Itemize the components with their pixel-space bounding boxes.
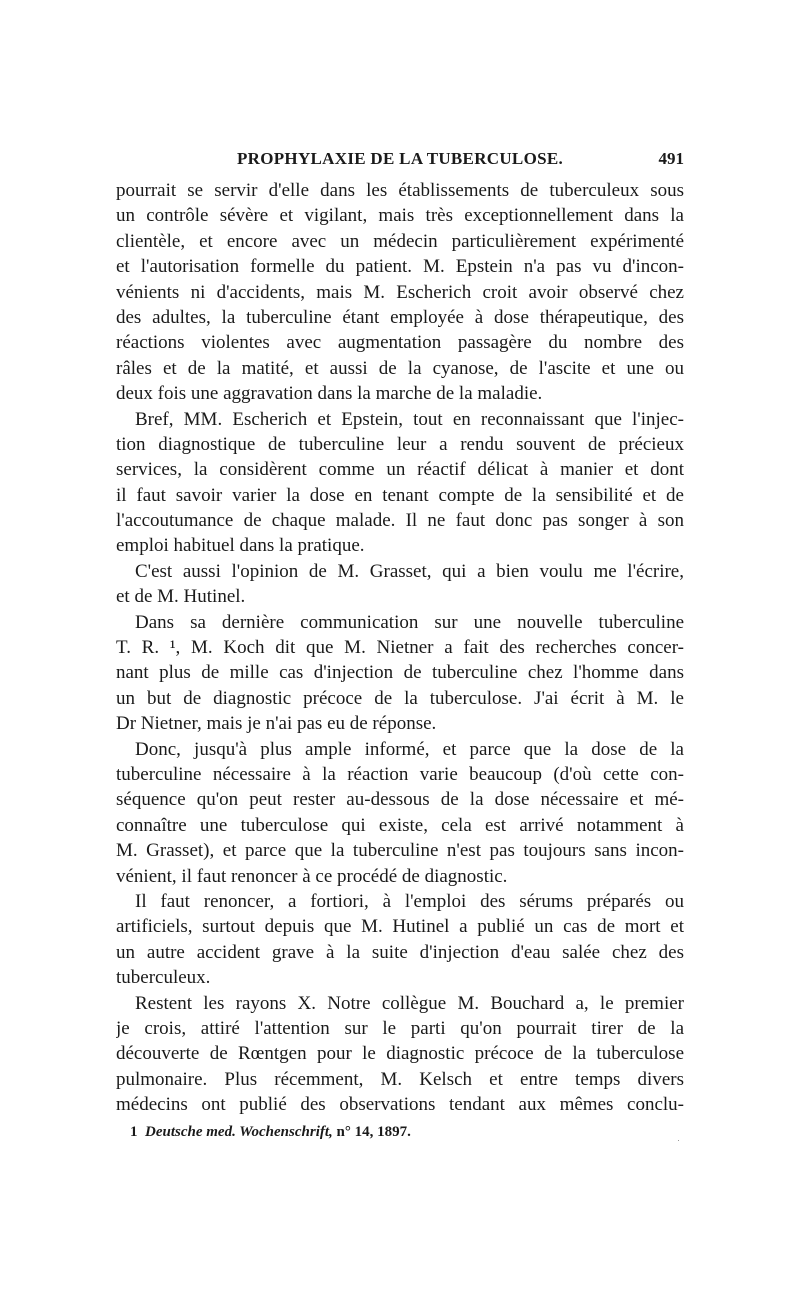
page-header — [116, 149, 684, 175]
text-line: Dr Nietner, mais je n'ai pas eu de réponse. — [116, 713, 437, 735]
text-line: râles et de la matité, et aussi de la cyanose, de l'ascite et une ou — [116, 357, 684, 379]
text-line: médecins ont publié des observations tendant aux mêmes conclu- — [116, 1094, 684, 1116]
text-line: Donc, jusqu'à plus ample informé, et parce que la dose de la — [135, 738, 684, 760]
footnote — [130, 1124, 411, 1141]
text-line: artificiels, surtout depuis que M. Hutinel a publié un cas de mort et — [116, 916, 684, 938]
text-line: C'est aussi l'opinion de M. Grasset, qui a bien voulu me l'écrire, — [135, 560, 684, 582]
text-line: tuberculeux. — [116, 967, 211, 989]
text-line: séquence qu'on peut rester au-dessous de la dose nécessaire et mé- — [116, 789, 684, 811]
text-line: Il faut renoncer, a fortiori, à l'emploi des sérums préparés ou — [135, 890, 684, 912]
text-line: services, la considèrent comme un réactif délicat à manier et dont — [116, 459, 684, 481]
text-line: découverte de Rœntgen pour le diagnostic précoce de la tuberculose — [116, 1043, 684, 1065]
text-line: tion diagnostique de tuberculine leur a rendu souvent de précieux — [116, 433, 684, 455]
text-line: un contrôle sévère et vigilant, mais très exceptionnellement dans la — [116, 205, 684, 227]
text-line: vénients ni d'accidents, mais M. Escherich croit avoir observé chez — [116, 281, 684, 303]
text-line: tuberculine nécessaire à la réaction varie beaucoup (d'où cette con- — [116, 763, 684, 785]
text-line: emploi habituel dans la pratique. — [116, 535, 365, 557]
text-line: et l'autorisation formelle du patient. M. Epstein n'a pas vu d'incon- — [116, 256, 684, 278]
text-line: Bref, MM. Escherich et Epstein, tout en reconnaissant que l'injec- — [135, 408, 684, 430]
text-line: connaître une tuberculose qui existe, cela est arrivé notamment à — [116, 814, 684, 836]
text-line: M. Grasset), et parce que la tuberculine n'est pas toujours sans incon- — [116, 840, 684, 862]
text-line: des adultes, la tuberculine étant employée à dose thérapeutique, des — [116, 306, 684, 328]
footnote-detail: n° 14, 1897. — [336, 1124, 411, 1140]
page-number: 491 — [658, 149, 684, 168]
text-line: nant plus de mille cas d'injection de tuberculine chez l'homme dans — [116, 662, 684, 684]
text-line: un but de diagnostic précoce de la tuberculose. J'ai écrit à M. le — [116, 687, 684, 709]
text-line: T. R. ¹, M. Koch dit que M. Nietner a fait des recherches concer- — [116, 637, 684, 659]
footnote-source: Deutsche med. Wochenschrift, — [145, 1124, 333, 1140]
text-line: clientèle, et encore avec un médecin particulièrement expérimenté — [116, 230, 684, 252]
text-line: et de M. Hutinel. — [116, 586, 246, 608]
running-title: PROPHYLAXIE DE LA TUBERCULOSE. — [236, 149, 564, 168]
text-line: il faut savoir varier la dose en tenant compte de la sensibilité et de — [116, 484, 684, 506]
text-line: réactions violentes avec augmentation passagère du nombre des — [116, 332, 684, 354]
text-line: Restent les rayons X. Notre collègue M. Bouchard a, le premier — [135, 992, 684, 1014]
text-line: vénient, il faut renoncer à ce procédé de diagnostic. — [116, 865, 508, 887]
body-text — [116, 178, 684, 1117]
text-line: pourrait se servir d'elle dans les établissements de tuberculeux sous — [116, 180, 684, 201]
footnote-marker: 1 — [130, 1124, 138, 1140]
text-line: pulmonaire. Plus récemment, M. Kelsch et entre temps divers — [116, 1068, 684, 1090]
text-line: l'accoutumance de chaque malade. Il ne faut donc pas songer à son — [116, 510, 684, 532]
text-line: un autre accident grave à la suite d'injection d'eau salée chez des — [116, 941, 684, 963]
text-line: Dans sa dernière communication sur une nouvelle tuberculine — [135, 611, 684, 633]
text-line: deux fois une aggravation dans la marche de la maladie. — [116, 383, 543, 405]
text-line: je crois, attiré l'attention sur le parti qu'on pourrait tirer de la — [116, 1017, 684, 1039]
page-speck — [678, 1140, 679, 1141]
